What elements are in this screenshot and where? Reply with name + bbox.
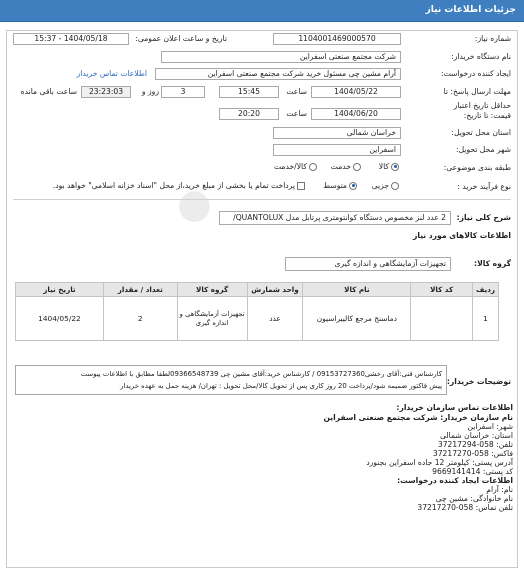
col-date: تاریخ نیاز bbox=[16, 283, 104, 297]
col-row: ردیف bbox=[473, 283, 499, 297]
radio-empty-icon bbox=[353, 163, 361, 171]
creator-label: ایجاد کننده درخواست: bbox=[441, 69, 511, 78]
contact-title: اطلاعات تماس سازمان خریدار: bbox=[396, 403, 513, 412]
contact-line: نام: آرام bbox=[486, 485, 513, 494]
table-header-row bbox=[16, 283, 499, 297]
checkbox-icon bbox=[297, 182, 305, 190]
validity-time-field: 20:20 bbox=[219, 108, 279, 120]
cell-qty: 2 bbox=[103, 297, 177, 341]
city-label: شهر محل تحویل: bbox=[456, 145, 511, 154]
province-field: خراسان شمالی bbox=[273, 127, 401, 139]
validity-date-field: 1404/06/20 bbox=[311, 108, 401, 120]
deadline-time-label: ساعت bbox=[286, 87, 307, 96]
details-panel bbox=[6, 30, 518, 568]
col-name: نام کالا bbox=[303, 283, 411, 297]
buyer-contact-link[interactable]: اطلاعات تماس خریدار bbox=[76, 69, 147, 78]
contact-line: شهر: اسفراین bbox=[467, 422, 513, 431]
contact-line: نام خانوادگی: مشین چی bbox=[435, 494, 513, 503]
announce-field: 1404/05/18 - 15:37 bbox=[13, 33, 129, 45]
radio-selected-icon bbox=[391, 163, 399, 171]
contact-line: آدرس پستی: کیلومتر 12 جاده اسفراین بجنورد bbox=[366, 458, 513, 467]
contact-line: نام سازمان خریدار: شرکت مجتمع صنعتی اسفراین bbox=[323, 413, 513, 422]
category-label: طبقه بندی موضوعی: bbox=[443, 163, 511, 172]
buyer-field: شرکت مجتمع صنعتی اسفراین bbox=[161, 51, 401, 63]
page-title: جزئیات اطلاعات نیاز bbox=[425, 5, 516, 15]
table-row bbox=[16, 297, 499, 341]
goods-section-title: اطلاعات کالاهای مورد نیاز bbox=[412, 231, 511, 240]
radio-empty-icon bbox=[309, 163, 317, 171]
need-number-label: شماره نیاز: bbox=[474, 34, 511, 43]
radio-empty-icon bbox=[391, 182, 399, 190]
need-number-field: 1104001469000570 bbox=[273, 33, 401, 45]
page-header bbox=[0, 0, 524, 22]
process-partial-radio[interactable]: جزیی bbox=[372, 181, 399, 190]
radio-selected-icon bbox=[349, 182, 357, 190]
announce-label: تاریخ و ساعت اعلان عمومی: bbox=[135, 34, 227, 43]
contact-line: تلفن: 058-37217294 bbox=[437, 440, 513, 449]
buyer-notes-field bbox=[15, 365, 447, 395]
buyer-notes-line-1: کارشناس فنی:آقای رخشی09153727360 / کارشناس خرید:آقای مشین چی 09366548739لطفا مطابق با اطلاعات پیوست bbox=[80, 370, 442, 378]
category-both-radio[interactable]: کالا/خدمت bbox=[274, 162, 317, 171]
summary-label: شرح کلی نیاز: bbox=[456, 213, 511, 222]
validity-time-label: ساعت bbox=[286, 109, 307, 118]
col-unit: واحد شمارش bbox=[247, 283, 303, 297]
cell-name: دماسنج مرجع کالیبراسیون bbox=[303, 297, 411, 341]
city-field: اسفراین bbox=[273, 144, 401, 156]
goods-group-label: گروه کالا: bbox=[474, 259, 511, 268]
goods-group-field: تجهیزات آزمایشگاهی و اندازه گیری bbox=[285, 257, 451, 271]
buyer-notes-line-2: پیش فاکتور ضمیمه شود/پرداخت 20 روز کاری پس از تحویل کالا/محل تحویل : تهران/ هزینه حمل به عهده خریدار bbox=[120, 382, 442, 390]
days-remaining-field: 3 bbox=[161, 86, 205, 98]
deadline-date-field: 1404/05/22 bbox=[311, 86, 401, 98]
buyer-label: نام دستگاه خریدار: bbox=[451, 52, 511, 61]
summary-field: 2 عدد لنز مخصوص دستگاه کوانتومتری پرتابل مدل QUANTOLUX/ bbox=[219, 211, 451, 225]
contact-line: فاکس: 058-37217270 bbox=[432, 449, 513, 458]
goods-table bbox=[15, 282, 499, 341]
cell-date: 1404/05/22 bbox=[16, 297, 104, 341]
contact-line: استان: خراسان شمالی bbox=[440, 431, 513, 440]
watermark-logo: ● bbox=[177, 181, 212, 227]
deadline-time-field: 15:45 bbox=[219, 86, 279, 98]
province-label: استان محل تحویل: bbox=[451, 128, 511, 137]
validity-label-2: قیمت: تا تاریخ: bbox=[463, 111, 511, 120]
category-goods-radio[interactable]: کالا bbox=[379, 162, 399, 171]
contact-line: کد پستی: 9669141414 bbox=[432, 467, 513, 476]
col-qty: تعداد / مقدار bbox=[103, 283, 177, 297]
process-medium-radio[interactable]: متوسط bbox=[323, 181, 357, 190]
col-code: کد کالا bbox=[411, 283, 473, 297]
cell-group: تجهیزات آزمایشگاهی و اندازه گیری bbox=[177, 297, 247, 341]
divider bbox=[13, 199, 511, 200]
contact-line: اطلاعات ایجاد کننده درخواست: bbox=[397, 476, 513, 485]
process-label: نوع فرآیند خرید : bbox=[457, 182, 511, 191]
creator-field: آرام مشین چی مسئول خرید شرکت مجتمع صنعتی اسفراین bbox=[155, 68, 401, 80]
days-label: روز و bbox=[141, 87, 159, 96]
cell-row: 1 bbox=[473, 297, 499, 341]
cell-unit: عدد bbox=[247, 297, 303, 341]
cell-code bbox=[411, 297, 473, 341]
remaining-time-field: 23:23:03 bbox=[81, 86, 131, 98]
contact-line: تلفن تماس: 058-37217270 bbox=[417, 503, 513, 512]
buyer-notes-label: توضیحات خریدار: bbox=[446, 377, 511, 386]
validity-label: حداقل تاریخ اعتبار bbox=[453, 101, 511, 110]
col-group: گروه کالا bbox=[177, 283, 247, 297]
remaining-label: ساعت باقی مانده bbox=[20, 87, 77, 96]
category-service-radio[interactable]: خدمت bbox=[331, 162, 361, 171]
deadline-label: مهلت ارسال پاسخ: تا bbox=[443, 87, 511, 96]
treasury-payment-checkbox[interactable]: پرداخت تمام یا بخشی از مبلغ خرید،از محل "اسناد خزانه اسلامی" خواهد بود. bbox=[53, 181, 305, 190]
buyer-contact-section bbox=[11, 403, 513, 512]
